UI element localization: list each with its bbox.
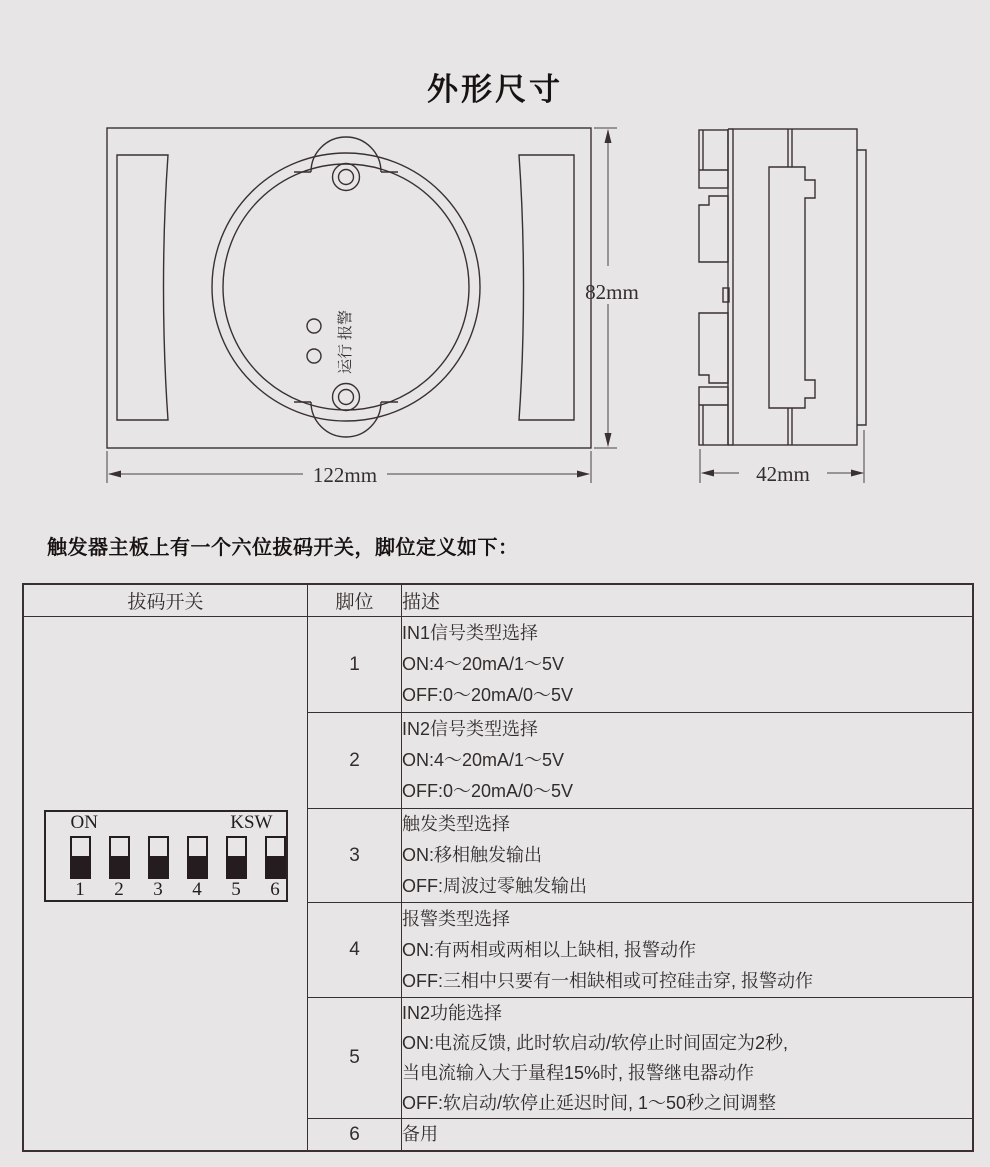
- dip-num-1: 1: [75, 879, 85, 900]
- dip-num-3: 3: [153, 879, 163, 900]
- pin-description: [402, 903, 974, 998]
- pin-description: [402, 713, 974, 809]
- pin-description: [402, 1119, 974, 1152]
- header-dip-switch: 拔码开关: [23, 584, 308, 617]
- desc-line: 备用: [402, 1124, 438, 1144]
- dip-switch-spec-table: [22, 583, 974, 1152]
- intro-text: 触发器主板上有一个六位拔码开关，脚位定义如下：: [47, 537, 519, 559]
- pin-description: [402, 998, 974, 1119]
- desc-line: OFF:0～20mA/0～5V: [402, 781, 574, 801]
- dip-slider-5: [228, 856, 245, 877]
- dip-switch-6: [265, 836, 286, 879]
- dip-num-6: 6: [270, 879, 280, 900]
- pin-description: [402, 617, 974, 713]
- desc-line: IN2功能选择: [402, 1003, 503, 1023]
- desc-line: IN2信号类型选择: [402, 719, 539, 739]
- dip-slider-6: [267, 856, 284, 877]
- desc-line: ON:移相触发输出: [402, 845, 543, 865]
- desc-line: 报警类型选择: [402, 908, 510, 929]
- depth-dimension: [700, 430, 864, 486]
- dip-switch-graphic: [44, 810, 288, 902]
- dip-on-label: ON: [70, 812, 98, 833]
- front-view-drawing: [107, 128, 591, 448]
- page-title: 外形尺寸: [427, 72, 563, 107]
- header-pin: 脚位: [308, 584, 402, 617]
- dip-switch-4: [187, 836, 208, 879]
- run-led-label: 运行: [337, 343, 354, 375]
- alarm-led-circle: [307, 319, 321, 333]
- desc-line: OFF:周波过零触发输出: [402, 876, 587, 896]
- dip-switch-1: [70, 836, 91, 879]
- depth-dimension-label: 42mm: [756, 462, 810, 486]
- dip-switch-2: [109, 836, 130, 879]
- dip-ksw-label: KSW: [230, 812, 273, 833]
- desc-line: OFF:三相中只要有一相缺相或可控硅击穿, 报警动作: [402, 970, 813, 991]
- pin-number: 6: [308, 1119, 402, 1152]
- table-header-row: [23, 584, 973, 617]
- desc-line: 触发类型选择: [402, 814, 510, 834]
- dip-switch-5: [226, 836, 247, 879]
- dip-slider-2: [111, 856, 128, 877]
- desc-line: ON:有两相或两相以上缺相, 报警动作: [402, 939, 697, 960]
- header-description: 描述: [402, 584, 974, 617]
- pin-description: [402, 809, 974, 903]
- height-dimension: [585, 128, 639, 448]
- desc-line: ON:电流反馈, 此时软启动/软停止时间固定为2秒,: [402, 1033, 789, 1053]
- alarm-led-label: 报警: [337, 309, 354, 341]
- width-dimension-label: 122mm: [312, 463, 378, 487]
- height-dimension-label: 82mm: [585, 280, 639, 304]
- desc-line: 当电流输入大于量程15%时, 报警继电器动作: [402, 1063, 755, 1083]
- width-dimension: [107, 451, 591, 487]
- table-row: [23, 617, 973, 713]
- desc-line: ON:4～20mA/1～5V: [402, 654, 565, 674]
- side-view-drawing: [699, 129, 866, 445]
- desc-line: OFF:软启动/软停止延迟时间, 1～50秒之间调整: [402, 1093, 777, 1113]
- dip-slider-3: [150, 856, 167, 877]
- pin-number: 3: [308, 809, 402, 903]
- dip-slider-4: [189, 856, 206, 877]
- dip-switch-cell: [23, 617, 308, 1152]
- dip-num-2: 2: [114, 879, 124, 900]
- dip-num-5: 5: [231, 879, 241, 900]
- pin-number: 4: [308, 903, 402, 998]
- run-led-circle: [307, 349, 321, 363]
- dimension-drawing: [0, 0, 990, 515]
- desc-line: ON:4～20mA/1～5V: [402, 750, 565, 770]
- pin-number: 1: [308, 617, 402, 713]
- desc-line: OFF:0～20mA/0～5V: [402, 685, 574, 705]
- desc-line: IN1信号类型选择: [402, 623, 539, 643]
- dip-num-4: 4: [192, 879, 202, 900]
- dip-switch-3: [148, 836, 169, 879]
- pin-number: 2: [308, 713, 402, 809]
- pin-number: 5: [308, 998, 402, 1119]
- dip-slider-1: [72, 856, 89, 877]
